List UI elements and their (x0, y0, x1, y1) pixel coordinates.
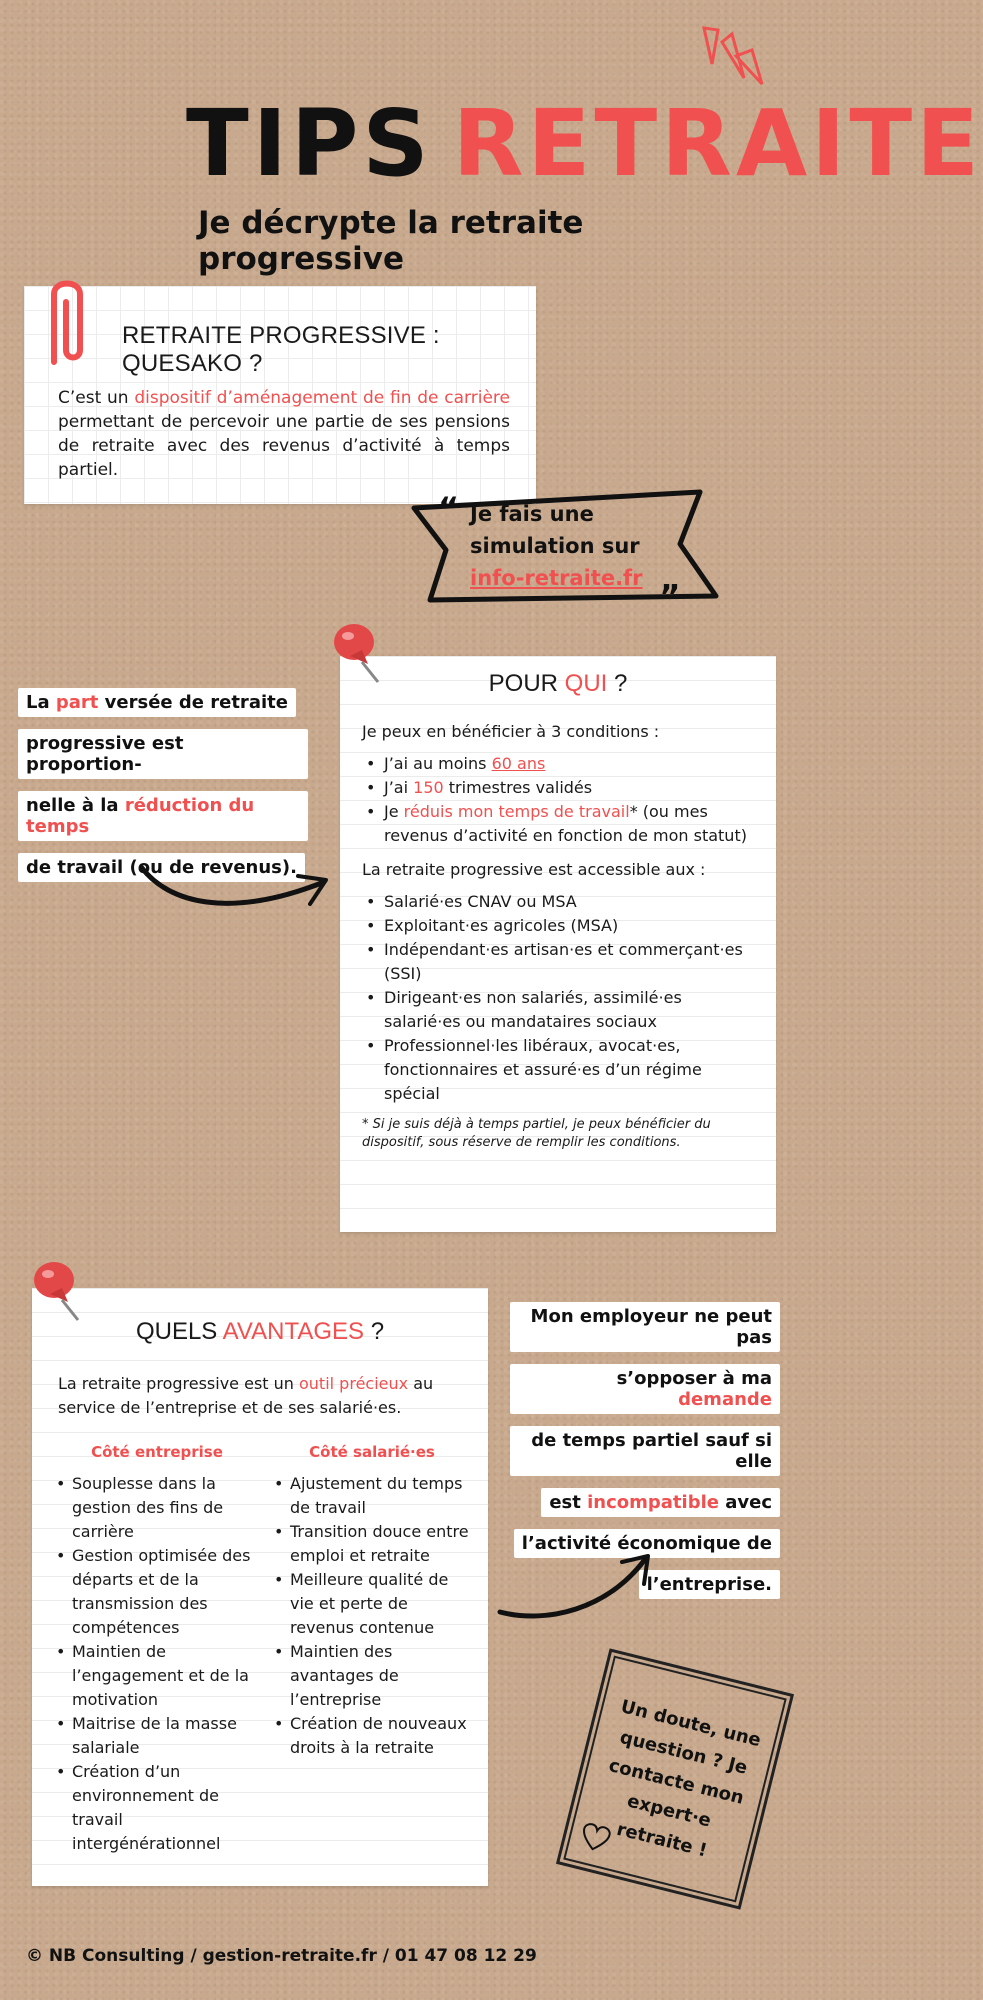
quote-text (470, 498, 680, 594)
condition-item (362, 752, 762, 776)
salaries-item: • Transition douce entre emploi et retraite (272, 1520, 472, 1568)
quote-link[interactable]: info-retraite.fr (470, 566, 643, 590)
page-title (186, 90, 983, 197)
condition-text: * (ou mes revenus d’activité en fonction de mon statut) (384, 802, 747, 845)
condition-text: J’ai au moins (384, 754, 492, 773)
beneficiary-item: • Salarié·es CNAV ou MSA (362, 890, 762, 914)
right-tag: Mon employeur ne peut pas (510, 1302, 780, 1352)
entreprise-list (54, 1472, 260, 1856)
entreprise-item: • Maitrise de la masse salariale (54, 1712, 260, 1760)
condition-text: J’ai (384, 778, 414, 797)
condition-highlight: réduis mon temps de travail (403, 802, 630, 821)
left-tag: progressive est proportion- (18, 729, 308, 779)
tag-highlight: incompatible (587, 1492, 719, 1513)
condition-text: Je (384, 802, 404, 821)
col-salaries-title: Côté salarié·es (309, 1443, 435, 1461)
entreprise-item: • Souplesse dans la gestion des fins de carrière (54, 1472, 260, 1544)
intro-text: au service de l’entreprise et de ses salarié·es. (58, 1374, 434, 1417)
contact-box (556, 1648, 794, 1909)
title-highlight: AVANTAGES (222, 1318, 365, 1345)
card-pour-qui (340, 656, 776, 1232)
col-salaries (272, 1440, 472, 1760)
right-tag (510, 1364, 780, 1414)
condition-item (362, 776, 762, 800)
condition-highlight: 60 ans (491, 754, 546, 773)
salaries-list (272, 1472, 472, 1760)
entreprise-item: • Création d’un environnement de travail intergénérationnel (54, 1760, 260, 1856)
card-avantages-title (32, 1318, 488, 1346)
page-subtitle: Je décrypte la retraite progressive (198, 205, 584, 277)
right-tag: de temps partiel sauf si elle (510, 1426, 780, 1476)
entreprise-item: • Maintien de l’engagement et de la motivation (54, 1640, 260, 1712)
salaries-item: • Création de nouveaux droits à la retraite (272, 1712, 472, 1760)
title-part: POUR (488, 670, 565, 697)
intro-text: La retraite progressive est un (58, 1374, 299, 1393)
contact-text: Un doute, une question ? Je contacte mon expert·e retraite ! (606, 1696, 764, 1862)
footer-credits: © NB Consulting / gestion-retraite.fr / 01 47 08 12 29 (26, 1946, 537, 1966)
tag-highlight: demande (678, 1389, 772, 1410)
card-pour-qui-body (362, 720, 762, 1152)
tag-text: avec (718, 1492, 772, 1513)
col-entreprise (54, 1440, 260, 1856)
access-intro: La retraite progressive est accessible aux : (362, 860, 706, 879)
title-part: QUELS (135, 1318, 223, 1345)
title-word-retraite: RETRAITE (452, 90, 983, 197)
title-part: ? (364, 1318, 385, 1345)
left-tag (18, 688, 296, 717)
card-pour-qui-title (340, 670, 776, 698)
title-word-tips: TIPS (186, 90, 433, 197)
quesako-text-part: C’est un (58, 388, 135, 408)
salaries-item: • Meilleure qualité de vie et perte de revenus contenue (272, 1568, 472, 1640)
right-tag: l’activité économique de (514, 1529, 780, 1558)
arrow-icon (138, 858, 338, 928)
quote-open-mark: “ (438, 490, 460, 528)
right-tag (541, 1488, 780, 1517)
title-highlight: QUI (564, 670, 608, 697)
tag-highlight: part (55, 692, 99, 713)
footnote: * Si je suis déjà à temps partiel, je peux bénéficier du dispositif, sous réserve de remplir les conditions. (362, 1117, 711, 1150)
card-quesako-title: RETRAITE PROGRESSIVE : QUESAKO ? (122, 322, 440, 377)
conditions-list (362, 752, 762, 848)
col-entreprise-title: Côté entreprise (91, 1443, 223, 1461)
left-tag: de travail (ou de revenus). (18, 853, 305, 882)
tag-text: s’opposer à ma (616, 1368, 772, 1389)
avantages-intro (58, 1372, 468, 1420)
tag-text: nelle à la (26, 795, 125, 816)
condition-highlight: 150 (413, 778, 444, 797)
entreprise-item: • Gestion optimisée des départs et de la transmission des compétences (54, 1544, 260, 1640)
pushpin-icon (328, 620, 388, 690)
paperclip-icon (36, 272, 96, 372)
tag-text: versée de retraite (98, 692, 288, 713)
beneficiary-item: • Professionnel·les libéraux, avocat·es, fonctionnaires et assuré·es d’un régime spécial (362, 1034, 762, 1106)
intro-highlight: outil précieux (299, 1374, 409, 1393)
salaries-item: • Maintien des avantages de l’entreprise (272, 1640, 472, 1712)
conditions-intro: Je peux en bénéficier à 3 conditions : (362, 722, 660, 741)
beneficiary-item: • Exploitant·es agricoles (MSA) (362, 914, 762, 938)
tag-text: La (26, 692, 56, 713)
quote-line: Je fais une simulation sur (470, 502, 640, 558)
condition-item (362, 800, 762, 848)
heart-icon (578, 1820, 614, 1854)
beneficiary-item: • Indépendant·es artisan·es et commerçant·es (SSI) (362, 938, 762, 986)
card-avantages (32, 1288, 488, 1886)
card-quesako-text (58, 386, 510, 482)
quesako-text-highlight: dispositif d’aménagement de fin de carrière (134, 388, 510, 408)
right-tag: l’entreprise. (639, 1570, 780, 1599)
left-tag (18, 791, 308, 841)
title-part: ? (607, 670, 628, 697)
card-quesako (24, 286, 536, 504)
salaries-item: • Ajustement du temps de travail (272, 1472, 472, 1520)
quesako-text-part: permettant de percevoir une partie de ses pensions de retraite avec des revenus d’activité à temps partiel. (58, 412, 510, 480)
beneficiary-item: • Dirigeant·es non salariés, assimilé·es salarié·es ou mandataires sociaux (362, 986, 762, 1034)
accent-strokes-icon (696, 20, 766, 90)
quote-box (410, 488, 720, 606)
condition-text: trimestres validés (443, 778, 593, 797)
tag-text: est (549, 1492, 588, 1513)
pushpin-icon (28, 1258, 88, 1328)
quote-close-mark: „ (660, 560, 682, 598)
tag-highlight: réduction du temps (26, 795, 255, 837)
beneficiaries-list (362, 890, 762, 1106)
arrow-icon (496, 1548, 656, 1638)
